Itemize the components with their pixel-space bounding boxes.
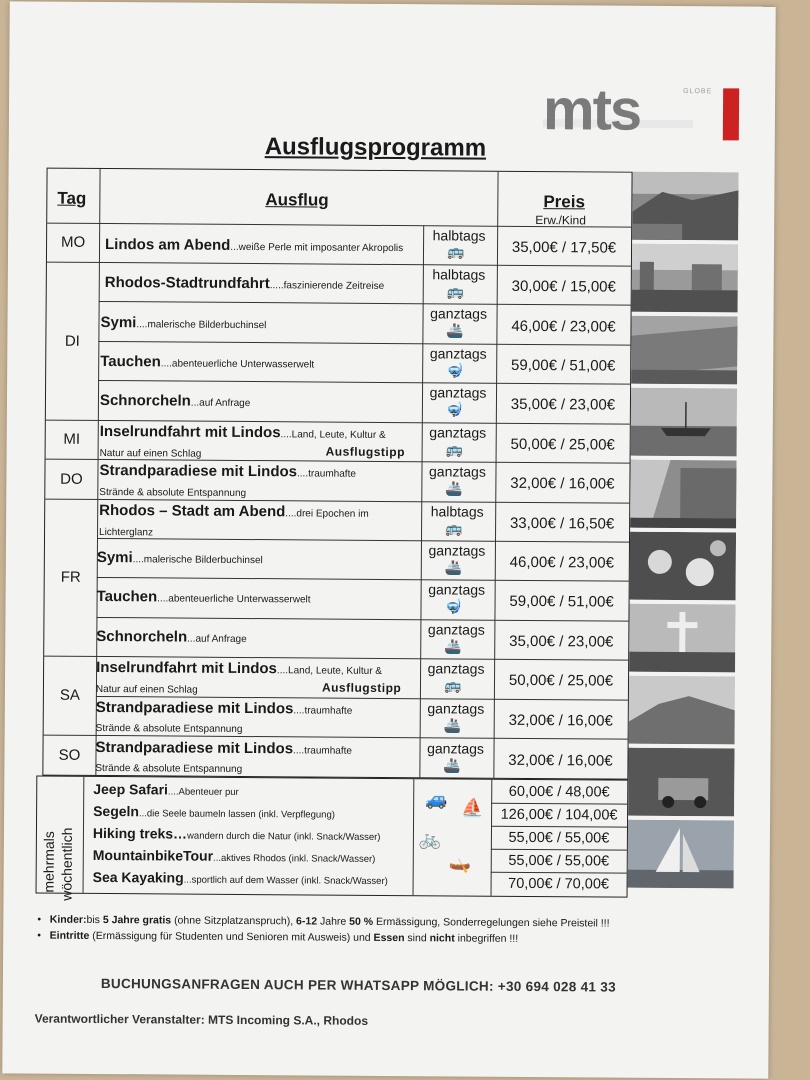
- excursion-desc-line2: Strände & absolute Entspannung: [95, 722, 243, 735]
- weekly-label: [40, 797, 82, 901]
- excursion-desc-line2: Lichterglanz: [99, 526, 154, 539]
- row-divider: [491, 826, 627, 828]
- duration-label: ganztags: [427, 740, 485, 757]
- row-divider: [98, 380, 630, 385]
- duration-label: ganztags: [427, 621, 485, 638]
- diver-icon: 🤿: [444, 598, 463, 615]
- photo-lindos: [632, 172, 738, 241]
- day-so: SO: [58, 746, 81, 764]
- ship-icon: 🚢: [445, 480, 463, 497]
- notes: [37, 914, 609, 950]
- duration-label: ganztags: [429, 463, 486, 480]
- excursion-name: Symi....malerische Bilderbuchinsel: [96, 548, 263, 567]
- price: 46,00€ / 23,00€: [511, 317, 616, 336]
- price: 33,00€ / 16,50€: [509, 514, 615, 533]
- duration-label: ganztags: [427, 660, 485, 677]
- excursion-desc-line2: Strände & absolute Entspannung: [95, 762, 243, 775]
- price: 32,00€ / 16,00€: [508, 711, 613, 730]
- photo-diving-boat: [631, 388, 737, 457]
- row-divider: [491, 872, 627, 874]
- duration-label: ganztags: [428, 542, 486, 559]
- price: 50,00€ / 25,00€: [508, 671, 614, 690]
- mts-logo: [542, 77, 741, 143]
- weekly-table: [36, 776, 629, 901]
- duration-label: halbtags: [432, 227, 486, 244]
- bus-icon: 🚌: [443, 677, 462, 694]
- excursion-desc-line2: Strände & absolute Entspannung: [99, 486, 247, 500]
- row-divider: [491, 803, 627, 805]
- day-mo: MO: [60, 233, 86, 251]
- excursion-name: Strandparadiese mit Lindos....traumhafte: [99, 461, 356, 481]
- whatsapp-notice: BUCHUNGSANFRAGEN AUCH PER WHATSAPP MÖGLICH: +30 694 028 41 33: [100, 975, 616, 995]
- logo-red-mark: [723, 88, 739, 140]
- price: 126,00€ / 104,00€: [500, 806, 618, 824]
- header-preis: Preis: [543, 192, 586, 212]
- photo-cross: [629, 604, 735, 673]
- price: 30,00€ / 15,00€: [511, 277, 616, 296]
- excursion-name: Strandparadiese mit Lindos....traumhafte: [95, 738, 353, 758]
- logo-text: mts: [542, 77, 641, 143]
- photo-old-town: [630, 460, 736, 529]
- ausflugstipp-badge: Ausflugstipp: [325, 444, 405, 460]
- day-di: DI: [64, 332, 80, 350]
- excursion-name: Inselrundfahrt mit Lindos....Land, Leute, Kultur &: [96, 658, 383, 678]
- price: 35,00€ / 23,00€: [510, 395, 616, 414]
- day-sa: SA: [59, 686, 80, 704]
- day-mi: MI: [63, 430, 81, 448]
- day-fr: FR: [60, 568, 81, 586]
- diver-icon: 🤿: [445, 401, 464, 418]
- weekly-label-line2: wöchentlich: [58, 827, 75, 901]
- bus-icon: 🚌: [446, 283, 465, 300]
- price: 60,00€ / 48,00€: [508, 783, 610, 801]
- photo-jeep: [628, 748, 734, 817]
- sailboat-icon: ⛵: [461, 797, 484, 818]
- price: 32,00€ / 16,00€: [510, 474, 615, 493]
- bus-icon: 🚌: [445, 441, 464, 458]
- price: 46,00€ / 23,00€: [509, 553, 615, 572]
- photo-symi: [631, 316, 737, 385]
- price: 70,00€ / 70,00€: [508, 875, 610, 893]
- ship-icon: 🚢: [443, 717, 462, 734]
- kayak-icon: 🛶: [448, 853, 472, 874]
- photo-sailboat: [628, 820, 734, 889]
- price: 55,00€ / 55,00€: [508, 852, 610, 870]
- excursion-name: Inselrundfahrt mit Lindos....Land, Leute, Kultur &: [99, 422, 386, 442]
- row-divider: [99, 301, 631, 306]
- brochure-page: [2, 1, 775, 1078]
- excursion-name: Tauchen....abenteuerliche Unterwasserwelt: [96, 587, 311, 606]
- duration-label: halbtags: [430, 503, 484, 520]
- photo-rhodos-harbour: [632, 244, 738, 313]
- duration-label: halbtags: [432, 266, 486, 283]
- duration-label: ganztags: [430, 305, 488, 322]
- price: 35,00€ / 17,50€: [511, 238, 617, 257]
- excursion-desc-line2: Natur auf einen Schlag: [99, 447, 202, 460]
- bus-icon: 🚌: [446, 243, 465, 260]
- excursion-name: Rhodos – Stadt am Abend....drei Epochen im: [99, 501, 369, 521]
- excursion-name: Jeep Safari....Abenteuer pur: [93, 780, 239, 798]
- ausflugstipp-badge: Ausflugstipp: [321, 680, 402, 696]
- price: 35,00€ / 23,00€: [509, 632, 614, 651]
- excursion-name: Strandparadiese mit Lindos....traumhafte: [95, 698, 353, 718]
- operator-notice: Verantwortlicher Veranstalter: MTS Incoming S.A., Rhodos: [34, 1011, 369, 1028]
- row-divider: [98, 341, 630, 346]
- header-ausflug: Ausflug: [265, 190, 329, 210]
- logo-subtext: GLOBE: [683, 88, 713, 96]
- note-kinder: • Kinder:bis 5 Jahre gratis (ohne Sitzplatzanspruch), 6-12 Jahre 50 % Ermässigung, Sonderregelungen siehe Preisteil !!!: [37, 913, 610, 930]
- ship-icon: 🚢: [444, 559, 463, 576]
- row-divider: [491, 849, 627, 851]
- bicycle-icon: 🚲: [418, 829, 442, 850]
- price: 59,00€ / 51,00€: [509, 592, 614, 611]
- row-divider: [96, 617, 628, 622]
- photo-coast: [629, 676, 735, 745]
- header-tag: Tag: [57, 188, 87, 208]
- row-divider: [47, 262, 631, 267]
- excursion-desc-line2: Natur auf einen Schlag: [95, 683, 198, 696]
- diver-icon: 🤿: [446, 362, 464, 379]
- ship-icon: 🚢: [444, 638, 462, 655]
- duration-label: ganztags: [429, 424, 487, 441]
- note-eintritte: • Eintritte (Ermässigung für Studenten und Senioren mit Ausweis) und Essen sind nicht inbegriffen !!!: [37, 929, 519, 945]
- duration-label: ganztags: [429, 345, 487, 362]
- weekly-label-line1: mehrmals: [40, 831, 57, 893]
- bus-icon: 🚌: [445, 520, 463, 537]
- ship-icon: 🚢: [446, 322, 464, 339]
- row-divider: [97, 538, 629, 543]
- day-do: DO: [60, 470, 83, 488]
- excursion-name: Hiking treks…wandern durch die Natur (inkl. Snack/Wasser): [92, 824, 381, 843]
- excursion-name: Symi....malerische Bilderbuchinsel: [100, 313, 267, 332]
- excursion-name: Rhodos-Stadtrundfahrt.....faszinierende Zeitreise: [104, 274, 385, 293]
- price: 50,00€ / 25,00€: [510, 435, 615, 454]
- header-preis-sub: Erw./Kind: [535, 213, 586, 228]
- price: 59,00€ / 51,00€: [511, 356, 616, 375]
- excursion-name: MountainbikeTour...aktives Rhodos (inkl. Snack/Wasser): [92, 846, 376, 865]
- program-table: [42, 168, 632, 780]
- col-divider: [83, 777, 85, 893]
- excursion-name: Lindos am Abend...weiße Perle mit imposanter Akropolis: [104, 236, 404, 255]
- excursion-name: Segeln...die Seele baumeln lassen (inkl. Verpflegung): [93, 802, 335, 821]
- excursion-name: Schnorcheln...auf Anfrage: [96, 627, 247, 646]
- price: 55,00€ / 55,00€: [508, 829, 610, 847]
- excursion-name: Tauchen....abenteuerliche Unterwasserwelt: [100, 352, 315, 371]
- duration-label: ganztags: [429, 384, 487, 401]
- col-divider: [413, 779, 415, 895]
- duration-label: ganztags: [428, 581, 486, 598]
- jeep-icon: 🚙: [425, 789, 448, 810]
- photo-strip: [633, 172, 741, 173]
- price: 32,00€ / 16,00€: [508, 751, 613, 770]
- excursion-name: Sea Kayaking...sportlich auf dem Wasser (inkl. Snack/Wasser): [92, 868, 388, 887]
- ship-icon: 🚢: [443, 757, 461, 774]
- page-title: Ausflugsprogramm: [264, 133, 487, 162]
- duration-label: ganztags: [427, 700, 485, 717]
- row-divider: [97, 577, 629, 582]
- excursion-name: Schnorcheln...auf Anfrage: [99, 391, 251, 410]
- photo-flowers: [630, 532, 736, 601]
